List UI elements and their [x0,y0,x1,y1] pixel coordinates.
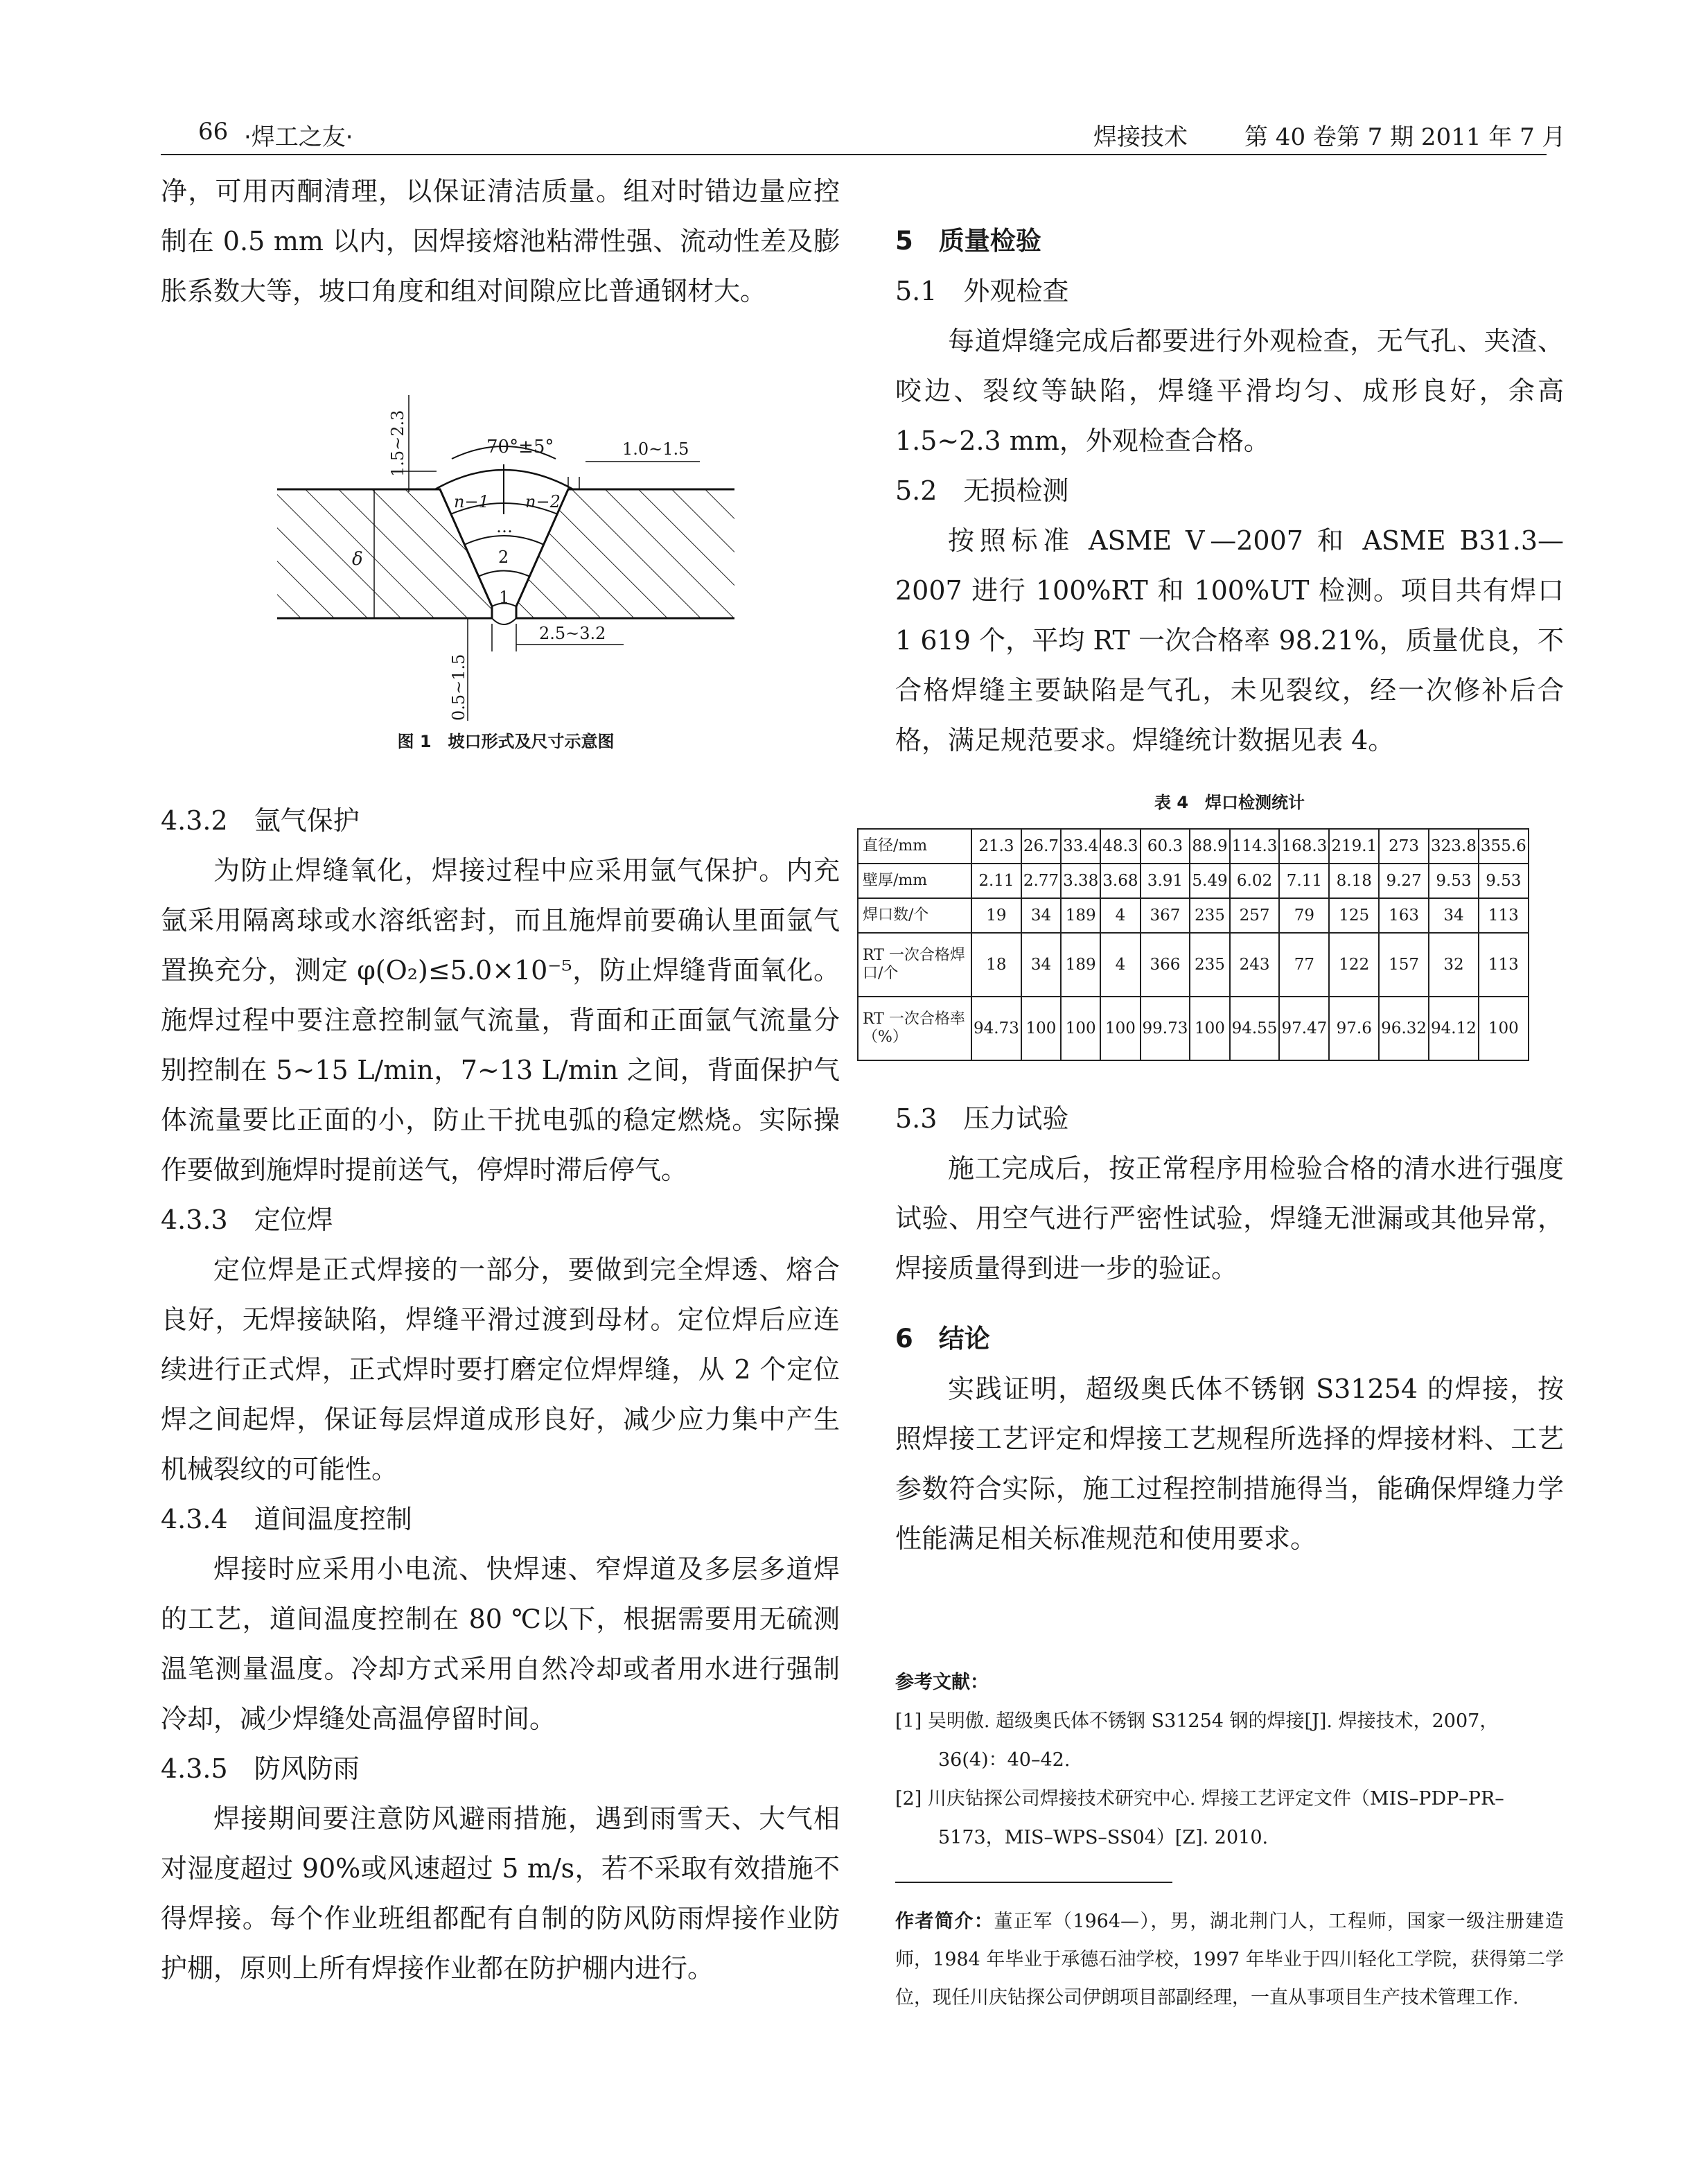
table-cell: 355.6 [1479,829,1529,864]
header-rule [161,154,1547,155]
section-6-body: 实践证明，超级奥氏体不锈钢 S31254 的焊接，按照焊接工艺评定和焊接工艺规程所选择的焊接材料、工艺参数符合实际，施工过程控制措施得当，能确保焊缝力学性能满足相关标准规范和使用要求。 [895,1374,1564,1554]
table-cell: 97.47 [1279,997,1329,1060]
table-cell: 273 [1379,829,1429,864]
journal-name: 焊接技术 [1093,123,1188,151]
bead-n1-label: n−1 [454,492,489,511]
table-row [858,898,1529,933]
table-cell: 366 [1141,933,1190,997]
table-cell: 94.55 [1230,997,1280,1060]
table-cell: 79 [1279,898,1329,933]
table-cell: 5.49 [1190,864,1229,898]
table-cell: 33.4 [1061,829,1100,864]
table-row-header: 壁厚/mm [858,864,971,898]
section-4-3-5-title: 4.3.5 防风防雨 [161,1753,360,1784]
table-row [858,997,1529,1060]
table-cell: 235 [1190,933,1229,997]
table-row [858,933,1529,997]
table-cell: 26.7 [1021,829,1061,864]
table-cell: 163 [1379,898,1429,933]
right-column-bottom [895,1094,1564,1564]
table-cell: 323.8 [1429,829,1479,864]
section-6-title: 6 结论 [895,1324,990,1354]
table-cell: 243 [1230,933,1280,997]
table-cell: 6.02 [1230,864,1280,898]
table-cell: 113 [1479,898,1529,933]
left-column-top [161,166,840,316]
table-cell: 100 [1061,997,1100,1060]
reference-1: [1] 吴明傲. 超级奥氏体不锈钢 S31254 钢的焊接[J]. 焊接技术，2007，36(4)：40–42. [895,1710,1499,1771]
section-4-3-4-body: 焊接时应采用小电流、快焊速、窄焊道及多层多道焊的工艺，道间温度控制在 80 ℃以下，根据需要用无硫测温笔测量温度。冷却方式采用自然冷却或者用水进行强制冷却，减少焊缝处高温停留时间。 [161,1554,840,1734]
table-cell: 100 [1100,997,1140,1060]
figure-1 [277,395,734,735]
weld-statistics-table [857,828,1529,1061]
table-cell: 114.3 [1230,829,1280,864]
table-cell: 189 [1061,898,1100,933]
section-4-3-3-title: 4.3.3 定位焊 [161,1205,333,1235]
table-row-header: 焊口数/个 [858,898,971,933]
section-4-3-2-body: 为防止焊缝氧化，焊接过程中应采用氩气保护。内充氩采用隔离球或水溶纸密封，而且施焊前要确认里面氩气置换充分，测定 φ(O₂)≤5.0×10⁻⁵，防止焊缝背面氧化。施焊过程中要注意控制氩气流量，背面和正面氩气流量分别控制在 5~15 L/min，7~13 L/min 之间，背面保护气体流量要比正面的小，防止干扰电弧的稳定燃烧。实际操作要做到施焊时提前送气，停焊时滞后停气。 [161,855,840,1185]
section-5-2-body: 按照标准 ASME Ⅴ—2007 和 ASME B31.3—2007 进行 100%RT 和 100%UT 检测。项目共有焊口 1 619 个，平均 RT 一次合格率 98.21%，质量优良，不合格焊缝主要缺陷是气孔，未见裂纹，经一次修补后合格，满足规范要求。焊缝统计数据见表 4。 [895,525,1564,755]
footnote-rule [895,1882,1172,1883]
table-cell: 19 [971,898,1021,933]
table-row-header: RT 一次合格率（%） [858,997,971,1060]
table-row-header: 直径/mm [858,829,971,864]
table-cell: 3.91 [1141,864,1190,898]
table-cell: 34 [1429,898,1479,933]
section-5-1-title: 5.1 外观检查 [895,276,1069,306]
reference-2: [2] 川庆钻探公司焊接技术研究中心. 焊接工艺评定文件（MIS–PDP–PR–5173，MIS–WPS–SS04）[Z]. 2010. [895,1788,1504,1848]
table-cell: 8.18 [1329,864,1379,898]
table-cell: 60.3 [1141,829,1190,864]
table-cell: 189 [1061,933,1100,997]
section-4-3-2-title: 4.3.2 氩气保护 [161,805,360,836]
bead-1-label: 1 [499,588,510,607]
author-bio-label: 作者简介： [895,1911,994,1932]
angle-label: 70°±5° [486,437,554,457]
section-4-3-4-title: 4.3.4 道间温度控制 [161,1504,412,1534]
right-column-top [895,216,1564,765]
table-cell: 97.6 [1329,997,1379,1060]
table-cell: 367 [1141,898,1190,933]
table-cell: 88.9 [1190,829,1229,864]
table-caption: 表 4 焊口检测统计 [1154,793,1305,812]
table-cell: 7.11 [1279,864,1329,898]
table-cell: 157 [1379,933,1429,997]
section-5-1-body: 每道焊缝完成后都要进行外观检查，无气孔、夹渣、咬边、裂纹等缺陷，焊缝平滑均匀、成形良好，余高 1.5~2.3 mm，外观检查合格。 [895,326,1564,456]
table-cell: 2.77 [1021,864,1061,898]
author-bio-text: 董正军（1964—），男，湖北荆门人，工程师，国家一级注册建造师，1984 年毕业于承德石油学校，1997 年毕业于四川轻化工学院，获得第二学位，现任川庆钻探公司伊朗项目部副经理，一直从事项目生产技术管理工作. [895,1911,1564,2008]
table-cell: 235 [1190,898,1229,933]
paragraph-top: 净，可用丙酮清理，以保证清洁质量。组对时错边量应控制在 0.5 mm 以内，因焊接熔池粘滞性强、流动性差及膨胀系数大等，坡口角度和组对间隙应比普通钢材大。 [161,176,840,306]
figure-caption: 图 1 坡口形式及尺寸示意图 [397,732,615,751]
table-cell: 100 [1479,997,1529,1060]
table-cell: 32 [1429,933,1479,997]
table-cell: 125 [1329,898,1379,933]
table-cell: 21.3 [971,829,1021,864]
dim-thickness: δ [352,549,363,570]
table-cell: 100 [1021,997,1061,1060]
table-cell: 3.38 [1061,864,1100,898]
section-5-3-body: 施工完成后，按正常程序用检验合格的清水进行强度试验、用空气进行严密性试验，焊缝无泄漏或其他异常，焊接质量得到进一步的验证。 [895,1153,1564,1284]
table-cell: 96.32 [1379,997,1429,1060]
dim-gap: 2.5~3.2 [539,624,606,643]
table-row [858,829,1529,864]
issue-info: 第 40 卷第 7 期 2011 年 7 月 [1244,123,1566,151]
section-4-3-3-body: 定位焊是正式焊接的一部分，要做到完全焊透、熔合良好，无焊接缺陷，焊缝平滑过渡到母材。定位焊后应连续进行正式焊，正式焊时要打磨定位焊焊缝，从 2 个定位焊之间起焊，保证每层焊道成形良好，减少应力集中产生机械裂纹的可能性。 [161,1254,840,1485]
references [895,1663,1564,1857]
column-label: ·焊工之友· [244,123,353,151]
table-cell: 122 [1329,933,1379,997]
bead-n2-label: n−2 [525,492,561,511]
bead-dots-label: … [496,517,513,536]
dim-top-right: 1.0~1.5 [622,439,689,459]
table-cell: 4 [1100,933,1140,997]
table-cell: 257 [1230,898,1280,933]
table-cell: 99.73 [1141,997,1190,1060]
page-number: 66 [198,118,229,146]
table-cell: 219.1 [1329,829,1379,864]
section-5-2-title: 5.2 无损检测 [895,475,1069,506]
left-column-sections [161,796,840,1993]
table-cell: 18 [971,933,1021,997]
section-5-title: 5 质量检验 [895,226,1041,256]
table-cell: 34 [1021,898,1061,933]
table-row [858,864,1529,898]
table-cell: 94.73 [971,997,1021,1060]
dim-root: 0.5~1.5 [449,654,468,721]
bead-2-label: 2 [498,548,509,567]
section-5-3-title: 5.3 压力试验 [895,1103,1069,1134]
table-cell: 168.3 [1279,829,1329,864]
section-4-3-5-body: 焊接期间要注意防风避雨措施，遇到雨雪天、大气相对湿度超过 90%或风速超过 5 m/s，若不采取有效措施不得焊接。每个作业班组都配有自制的防风防雨焊接作业防护棚，原则上所有焊接作业都在防护棚内进行。 [161,1803,840,1984]
table-cell: 9.53 [1429,864,1479,898]
table-cell: 77 [1279,933,1329,997]
table-cell: 4 [1100,898,1140,933]
table-cell: 9.53 [1479,864,1529,898]
table-cell: 48.3 [1100,829,1140,864]
table-cell: 2.11 [971,864,1021,898]
table-row-header: RT 一次合格焊口/个 [858,933,971,997]
references-title: 参考文献： [895,1672,989,1693]
table-cell: 113 [1479,933,1529,997]
author-bio [895,1902,1564,2017]
table-cell: 100 [1190,997,1229,1060]
dim-top-left: 1.5~2.3 [388,410,407,477]
table-cell: 9.27 [1379,864,1429,898]
table-cell: 94.12 [1429,997,1479,1060]
table-cell: 34 [1021,933,1061,997]
table-cell: 3.68 [1100,864,1140,898]
